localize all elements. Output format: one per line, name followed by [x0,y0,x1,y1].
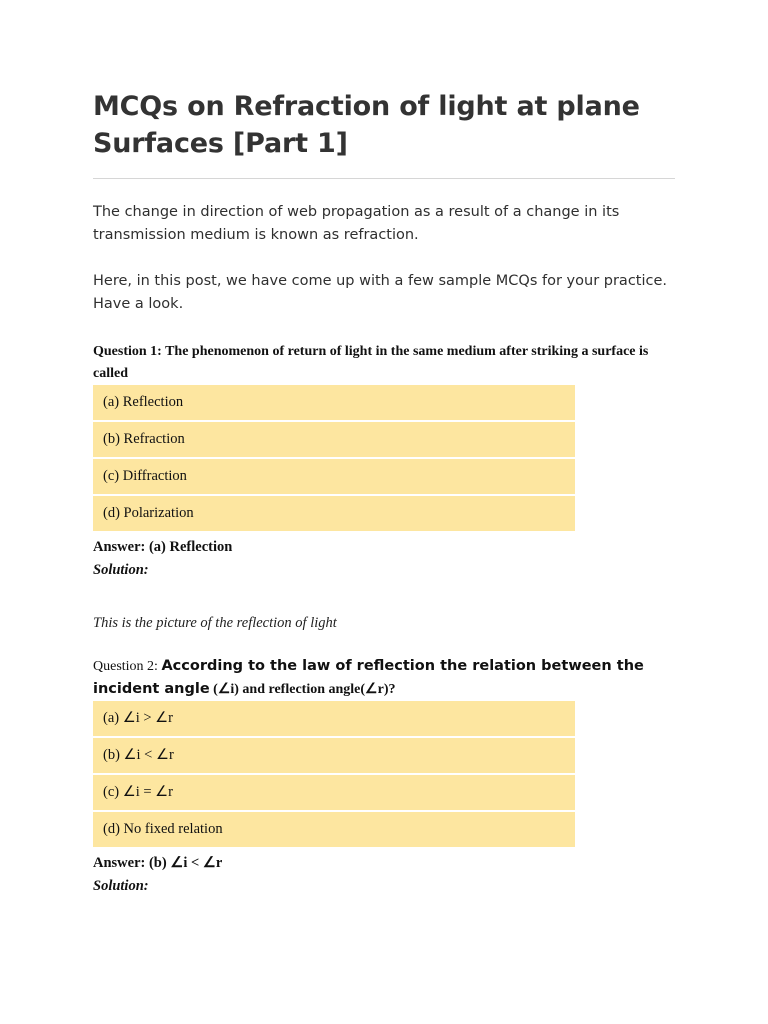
question-block-1 [93,341,675,635]
question-block-2 [93,655,675,898]
question-1-text [93,341,675,385]
question-1-option-d[interactable]: (d) Polarization [93,496,575,531]
article [93,0,675,898]
question-2-option-a[interactable]: (a) ∠i > ∠r [93,701,575,736]
question-2-number: Question 2: [93,659,158,674]
question-1-number: Question 1: [93,344,162,359]
page-title: MCQs on Refraction of light at plane Surfaces [Part 1] [93,91,640,159]
question-2-solution-label: Solution: [93,878,149,894]
question-1-option-c[interactable]: (c) Diffraction [93,459,575,494]
title-divider [93,178,675,179]
question-1-options [93,385,575,531]
question-1-answer: Answer: (a) Reflection [93,539,233,555]
question-1-option-a[interactable]: (a) Reflection [93,385,575,420]
question-1-solution-label: Solution: [93,562,149,578]
intro-paragraph: The change in direction of web propagation as a result of a change in its transmission medium is known as refraction. [93,204,620,243]
question-2-options [93,701,575,847]
question-2-answer: Answer: (b) ∠i < ∠r [93,855,223,871]
question-1-image-caption: This is the picture of the reflection of light [93,615,337,631]
question-2-stem-part1: According to the law of reflection the relation between the incident angle [93,658,644,697]
question-2-option-d[interactable]: (d) No fixed relation [93,812,575,847]
question-1-stem: The phenomenon of return of light in the same medium after striking a surface is called [93,344,649,381]
lead-paragraph: Here, in this post, we have come up with a few sample MCQs for your practice. Have a look. [93,273,668,312]
question-2-text [93,655,675,701]
question-1-option-b[interactable]: (b) Refraction [93,422,575,457]
question-2-stem-part2: (∠i) and reflection angle(∠r)? [213,682,396,697]
question-2-option-b[interactable]: (b) ∠i < ∠r [93,738,575,773]
question-2-option-c[interactable]: (c) ∠i = ∠r [93,775,575,810]
